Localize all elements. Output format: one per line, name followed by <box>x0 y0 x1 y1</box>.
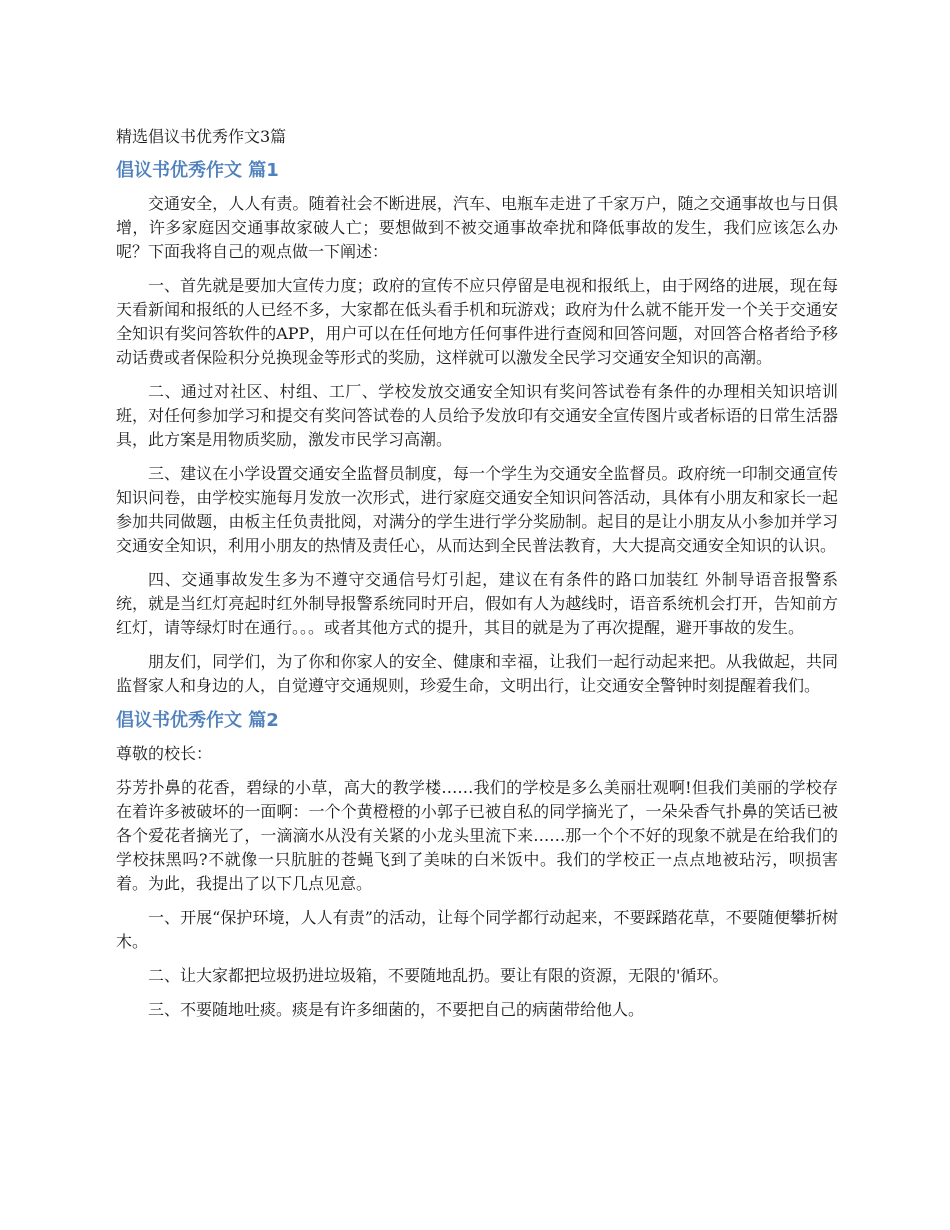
intro-paragraph: 芬芳扑鼻的花香，碧绿的小草，高大的教学楼……我们的学校是多么美丽壮观啊!但我们美丽的学校存在着许多被破坏的一面啊：一个个黄橙橙的小郭子已被自私的同学摘光了，一朵朵香气扑鼻的笑话已被各个爱花者摘光了，一滴滴水从没有关紧的小龙头里流下来……那一个个不好的现象不就是在给我们的学校抹黑吗?不就像一只肮脏的苍蝇飞到了美味的白米饭中。我们的学校正一点点地被玷污，呗损害着。为此，我提出了以下几点见意。 <box>116 778 838 893</box>
paragraph: 四、交通事故发生多为不遵守交通信号灯引起，建议在有条件的路口加装红 外制导语音报警系统，就是当红灯亮起时红外制导报警系统同时开启，假如有人为越线时，语音系统机会打开，告知前方红灯，请等绿灯时在通行。。。或者其他方式的提升，其目的就是为了再次提醒，避开事故的发生。 <box>116 570 838 637</box>
paragraph: 一、首先就是要加大宣传力度；政府的宣传不应只停留是电视和报纸上，由于网络的进展，现在每天看新闻和报纸的人已经不多，大家都在低头看手机和玩游戏；政府为什么就不能开发一个关于交通安全知识有奖问答软件的APP，用户可以在任何地方任何事件进行查阅和回答问题，对回答合格者给予移动话费或者保险积分兑换现金等形式的奖励，这样就可以激发全民学习交通安全知识的高潮。 <box>116 276 838 367</box>
section-heading-2: 倡议书优秀作文 篇2 <box>116 710 279 731</box>
document-title: 精选倡议书优秀作文3篇 <box>116 127 287 146</box>
paragraph: 二、让大家都把垃圾扔进垃圾箱，不要随地乱扔。要让有限的资源，无限的'循环。 <box>148 966 729 985</box>
section-heading-1: 倡议书优秀作文 篇1 <box>116 160 279 181</box>
paragraph: 一、开展“保护环境，人人有责”的活动，让每个同学都行动起来，不要踩踏花草，不要随便攀折树木。 <box>116 908 838 951</box>
document-page <box>116 122 838 1032</box>
paragraph: 二、通过对社区、村组、工厂、学校发放交通安全知识有奖问答试卷有条件的办理相关知识培训班，对任何参加学习和提交有奖问答试卷的人员给予发放印有交通安全宣传图片或者标语的日常生活器具，此方案是用物质奖励，激发市民学习高潮。 <box>116 382 838 449</box>
paragraph: 三、不要随地吐痰。痰是有许多细菌的，不要把自己的病菌带给他人。 <box>148 1000 645 1019</box>
paragraph: 三、建议在小学设置交通安全监督员制度，每一个学生为交通安全监督员。政府统一印制交通宣传知识问卷，由学校实施每月发放一次形式，进行家庭交通安全知识问答活动，具体有小朋友和家长一起参加共同做题，由板主任负责批阅，对满分的学生进行学分奖励制。起目的是让小朋友从小参加并学习交通安全知识，利用小朋友的热情及责任心，从而达到全民普法教育，大大提高交通安全知识的认识。 <box>116 464 838 555</box>
salutation: 尊敬的校长： <box>116 744 213 763</box>
paragraph: 交通安全，人人有责。随着社会不断进展，汽车、电瓶车走进了千家万户，随之交通事故也与日俱增，许多家庭因交通事故家破人亡；要想做到不被交通事故牵扰和降低事故的发生，我们应该怎么办呢？下面我将自己的观点做一下阐述： <box>116 194 838 261</box>
paragraph: 朋友们，同学们，为了你和你家人的安全、健康和幸福，让我们一起行动起来把。从我做起，共同监督家人和身边的人，自觉遵守交通规则，珍爱生命，文明出行，让交通安全警钟时刻提醒着我们。 <box>116 652 838 695</box>
